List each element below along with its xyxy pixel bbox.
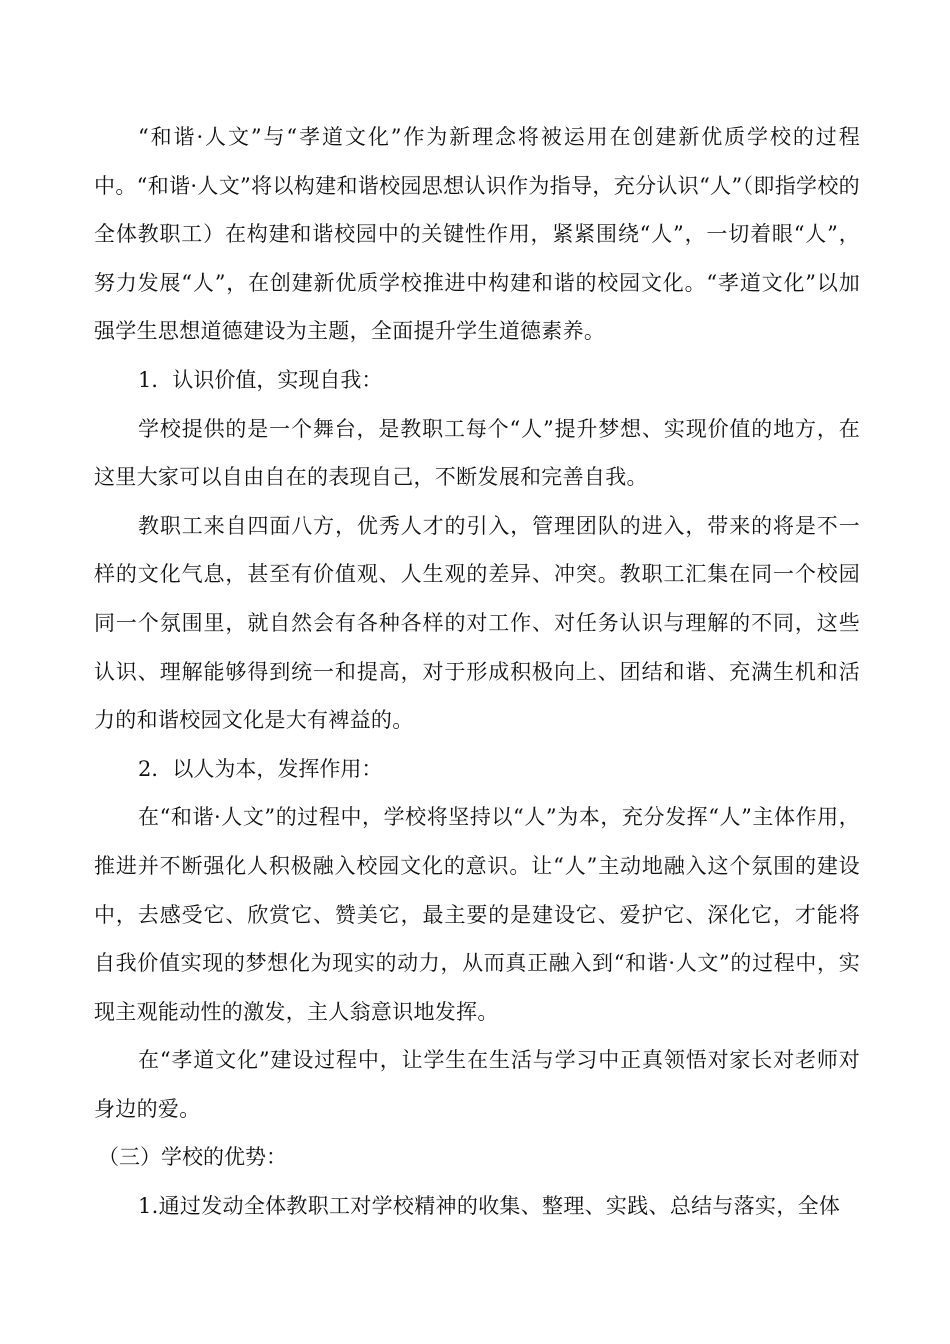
paragraph-people-oriented: 在“和谐·人文”的过程中，学校将坚持以“人”为本，充分发挥“人”主体作用，推进并不断强化人积极融入校园文化的意识。让“人”主动地融入这个氛围的建设中，去感受它、欣赏它、赞美它，最主要的是建设它、爱护它、深化它，才能将自我价值实现的梦想化为现实的动力，从而真正融入到“和谐·人文”的过程中，实现主观能动性的激发，主人翁意识地发挥。 bbox=[94, 805, 860, 1024]
document-body bbox=[94, 113, 860, 1231]
paragraph-advantage-1: 1.通过发动全体教职工对学校精神的收集、整理、实践、总结与落实，全体 bbox=[138, 1194, 841, 1219]
paragraph-stage: 学校提供的是一个舞台，是教职工每个“人”提升梦想、实现价值的地方，在这里大家可以自由自在的表现自己，不断发展和完善自我。 bbox=[94, 416, 860, 490]
subheading-2: 2．以人为本，发挥作用： bbox=[138, 756, 383, 781]
subheading-1: 1．认识价值，实现自我： bbox=[138, 367, 383, 392]
paragraph-filial-piety: 在“孝道文化”建设过程中，让学生在生活与学习中正真领悟对家长对老师对身边的爱。 bbox=[94, 1048, 860, 1121]
paragraph-staff: 教职工来自四面八方，优秀人才的引入，管理团队的进入，带来的将是不一样的文化气息，甚至有价值观、人生观的差异、冲突。教职工汇集在同一个校园同一个氛围里，就自然会有各种各样的对工作、对任务认识与理解的不同，这些认识、理解能够得到统一和提高，对于形成积极向上、团结和谐、充满生机和活力的和谐校园文化是大有裨益的。 bbox=[94, 513, 860, 733]
section-heading-advantages: （三）学校的优势： bbox=[98, 1145, 287, 1170]
paragraph-intro: “和谐·人文”与“孝道文化”作为新理念将被运用在创建新优质学校的过程中。“和谐·人文”将以构建和谐校园思想认识作为指导，充分认识“人”（即指学校的全体教职工）在构建和谐校园中的关键性作用，紧紧围绕“人”，一切着眼“人”，努力发展“人”，在创建新优质学校推进中构建和谐的校园文化。“孝道文化”以加强学生思想道德建设为主题，全面提升学生道德素养。 bbox=[94, 125, 860, 344]
